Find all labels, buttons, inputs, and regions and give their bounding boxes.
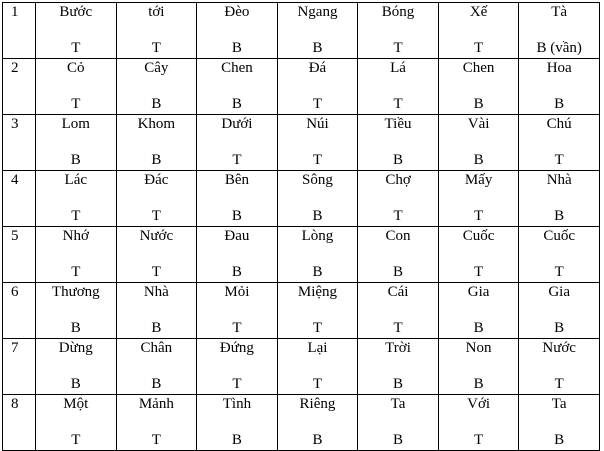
syllable-cell: [519, 395, 600, 451]
syllable-word: Lom: [61, 116, 90, 132]
row-number-cell: [3, 3, 36, 59]
tone-mark: B: [393, 376, 404, 392]
tone-mark: T: [71, 40, 81, 56]
row-number: 6: [11, 284, 19, 300]
syllable-cell: [116, 3, 197, 59]
row-number: 5: [11, 228, 19, 244]
row-number: 3: [11, 116, 19, 132]
tone-mark: B: [554, 208, 565, 224]
syllable-word: Ta: [390, 396, 406, 412]
syllable-word: Nước: [542, 340, 576, 356]
syllable-cell: [358, 3, 439, 59]
syllable-cell: [277, 59, 358, 115]
syllable-word: Lác: [64, 172, 88, 188]
syllable-cell: [438, 395, 519, 451]
syllable-word: Đứng: [219, 340, 254, 356]
syllable-word: Gia: [467, 284, 490, 300]
syllable-word: Cái: [387, 284, 409, 300]
syllable-cell: [358, 283, 439, 339]
syllable-word: Mảnh: [138, 396, 174, 412]
syllable-word: Chợ: [385, 172, 411, 188]
tone-mark: B: [151, 96, 162, 112]
syllable-cell: [197, 283, 278, 339]
tone-mark: T: [312, 376, 323, 392]
row-number-cell: [3, 227, 36, 283]
syllable-cell: [36, 339, 117, 395]
tone-mark: T: [232, 152, 242, 168]
syllable-word: Gia: [548, 284, 571, 300]
syllable-cell: [358, 59, 439, 115]
syllable-cell: [277, 115, 358, 171]
row-number-cell: [3, 59, 36, 115]
table-row: [3, 3, 600, 59]
syllable-word: Non: [465, 340, 492, 356]
syllable-word: Lòng: [301, 228, 334, 244]
tone-mark: B: [312, 264, 323, 280]
row-number: 4: [11, 172, 19, 188]
tone-mark: B: [151, 320, 162, 336]
tone-mark: B: [151, 152, 162, 168]
tone-mark: B: [554, 320, 565, 336]
tone-mark: B: [312, 208, 323, 224]
syllable-word: Sông: [302, 172, 333, 188]
tone-mark: T: [554, 152, 564, 168]
tone-mark: T: [151, 40, 161, 56]
syllable-cell: [36, 395, 117, 451]
syllable-word: Mỏi: [224, 284, 250, 300]
syllable-cell: [277, 339, 358, 395]
syllable-cell: [197, 227, 278, 283]
syllable-cell: [36, 115, 117, 171]
syllable-cell: [197, 115, 278, 171]
syllable-word: Đác: [144, 172, 169, 188]
syllable-cell: [197, 3, 278, 59]
syllable-word: Nhớ: [62, 228, 89, 244]
table-row: [3, 171, 600, 227]
tone-mark: T: [151, 264, 161, 280]
syllable-cell: [116, 227, 197, 283]
syllable-word: Lại: [307, 340, 328, 356]
syllable-word: Riêng: [299, 396, 336, 412]
syllable-word: Cuốc: [462, 228, 495, 244]
syllable-cell: [116, 59, 197, 115]
syllable-word: Chen: [462, 60, 495, 76]
syllable-cell: [519, 59, 600, 115]
syllable-word: Hoa: [546, 60, 572, 76]
syllable-word: Một: [63, 396, 89, 412]
tone-mark: B: [151, 376, 162, 392]
syllable-cell: [519, 115, 600, 171]
tone-mark: B: [393, 432, 404, 448]
syllable-word: Ta: [551, 396, 567, 412]
syllable-word: tới: [148, 4, 165, 20]
syllable-cell: [438, 3, 519, 59]
row-number-cell: [3, 283, 36, 339]
syllable-cell: [197, 171, 278, 227]
syllable-cell: [358, 115, 439, 171]
syllable-word: Khom: [137, 116, 176, 132]
syllable-word: Dừng: [58, 340, 93, 356]
tone-mark: B: [231, 96, 242, 112]
tone-mark: B: [473, 152, 484, 168]
syllable-word: Ngang: [297, 4, 338, 20]
tone-mark: B: [473, 376, 484, 392]
syllable-cell: [438, 59, 519, 115]
tone-mark: T: [393, 208, 403, 224]
syllable-cell: [277, 227, 358, 283]
tone-mark: B: [393, 264, 404, 280]
tone-mark: B: [231, 208, 242, 224]
tone-mark: B: [554, 96, 565, 112]
syllable-cell: [438, 115, 519, 171]
tone-mark: B: [473, 96, 484, 112]
syllable-word: Dưới: [221, 116, 253, 132]
syllable-cell: [36, 283, 117, 339]
tone-mark: T: [71, 264, 81, 280]
table-row: [3, 115, 600, 171]
tone-mark: T: [71, 432, 81, 448]
tone-mark: T: [71, 96, 81, 112]
tone-mark: B: [554, 432, 565, 448]
syllable-cell: [36, 171, 117, 227]
syllable-word: Xế: [469, 4, 488, 20]
row-number: 1: [11, 4, 19, 20]
syllable-cell: [438, 339, 519, 395]
syllable-word: Nước: [139, 228, 174, 244]
row-number: 8: [11, 396, 19, 412]
syllable-cell: [438, 283, 519, 339]
tone-mark: B: [70, 376, 81, 392]
syllable-word: Tiều: [384, 116, 412, 132]
table-row: [3, 339, 600, 395]
syllable-word: Bên: [224, 172, 249, 188]
tone-mark: T: [151, 208, 161, 224]
row-number-cell: [3, 339, 36, 395]
tone-mark: B: [70, 320, 81, 336]
tone-mark: T: [474, 264, 484, 280]
syllable-word: Miệng: [297, 284, 338, 300]
tone-mark: T: [71, 208, 81, 224]
row-number-cell: [3, 395, 36, 451]
syllable-cell: [519, 339, 600, 395]
table-row: [3, 59, 600, 115]
tone-mark: T: [554, 264, 564, 280]
syllable-cell: [116, 339, 197, 395]
tone-mark: B: [393, 152, 404, 168]
tone-mark: T: [474, 40, 484, 56]
syllable-word: Cuốc: [543, 228, 576, 244]
tone-mark: T: [232, 320, 242, 336]
tone-mark: T: [151, 432, 161, 448]
row-number-cell: [3, 115, 36, 171]
syllable-word: Cỏ: [67, 60, 85, 76]
syllable-cell: [519, 227, 600, 283]
syllable-cell: [197, 339, 278, 395]
syllable-word: Lá: [390, 60, 406, 76]
syllable-cell: [36, 3, 117, 59]
table-body: [3, 3, 600, 451]
syllable-word: Tà: [551, 4, 568, 20]
tone-mark: T: [393, 96, 403, 112]
syllable-cell: [36, 59, 117, 115]
syllable-cell: [358, 227, 439, 283]
syllable-cell: [197, 59, 278, 115]
syllable-cell: [358, 395, 439, 451]
tone-mark: B: [312, 40, 323, 56]
tone-mark: T: [312, 152, 323, 168]
tone-mark: T: [393, 40, 403, 56]
tone-mark: B: [473, 320, 484, 336]
syllable-word: Cây: [144, 60, 169, 76]
syllable-word: Nhà: [546, 172, 572, 188]
syllable-word: Đau: [224, 228, 250, 244]
row-number: 7: [11, 340, 19, 356]
tone-mark: B: [312, 432, 323, 448]
syllable-word: Nhà: [143, 284, 169, 300]
syllable-word: Núi: [306, 116, 329, 132]
syllable-cell: [277, 3, 358, 59]
syllable-cell: [519, 171, 600, 227]
syllable-cell: [358, 171, 439, 227]
tone-mark: B: [231, 264, 242, 280]
syllable-cell: [277, 171, 358, 227]
syllable-cell: [36, 227, 117, 283]
syllable-word: Thương: [51, 284, 100, 300]
tone-mark: T: [474, 208, 484, 224]
tone-mark: T: [312, 96, 323, 112]
syllable-cell: [116, 115, 197, 171]
tone-mark: B: [231, 40, 242, 56]
tone-mark: T: [393, 320, 403, 336]
syllable-word: Với: [467, 396, 491, 412]
syllable-word: Đèo: [224, 4, 250, 20]
syllable-word: Bước: [59, 4, 93, 20]
syllable-cell: [438, 171, 519, 227]
syllable-cell: [519, 3, 600, 59]
syllable-word: Chen: [221, 60, 253, 76]
syllable-cell: [438, 227, 519, 283]
syllable-word: Tình: [222, 396, 252, 412]
syllable-cell: [358, 339, 439, 395]
syllable-cell: [116, 395, 197, 451]
syllable-word: Trời: [385, 340, 411, 356]
syllable-cell: [277, 395, 358, 451]
syllable-word: Chân: [140, 340, 173, 356]
syllable-cell: [277, 283, 358, 339]
row-number: 2: [11, 60, 19, 76]
syllable-cell: [197, 395, 278, 451]
table-row: [3, 227, 600, 283]
row-number-cell: [3, 171, 36, 227]
table-row: [3, 395, 600, 451]
syllable-word: Con: [385, 228, 411, 244]
tone-mark: B (vần): [536, 40, 582, 56]
tone-mark: T: [474, 432, 484, 448]
table-row: [3, 283, 600, 339]
tone-mark: T: [312, 320, 323, 336]
tone-table: [2, 2, 600, 451]
syllable-cell: [519, 283, 600, 339]
tone-mark: T: [554, 376, 564, 392]
tone-mark: B: [231, 432, 242, 448]
syllable-word: Bóng: [381, 4, 415, 20]
syllable-word: Chú: [546, 116, 572, 132]
tone-mark: B: [70, 152, 81, 168]
syllable-word: Đá: [308, 60, 327, 76]
syllable-cell: [116, 171, 197, 227]
syllable-word: Mấy: [464, 172, 493, 188]
syllable-word: Vài: [467, 116, 490, 132]
tone-mark: T: [232, 376, 242, 392]
syllable-cell: [116, 283, 197, 339]
